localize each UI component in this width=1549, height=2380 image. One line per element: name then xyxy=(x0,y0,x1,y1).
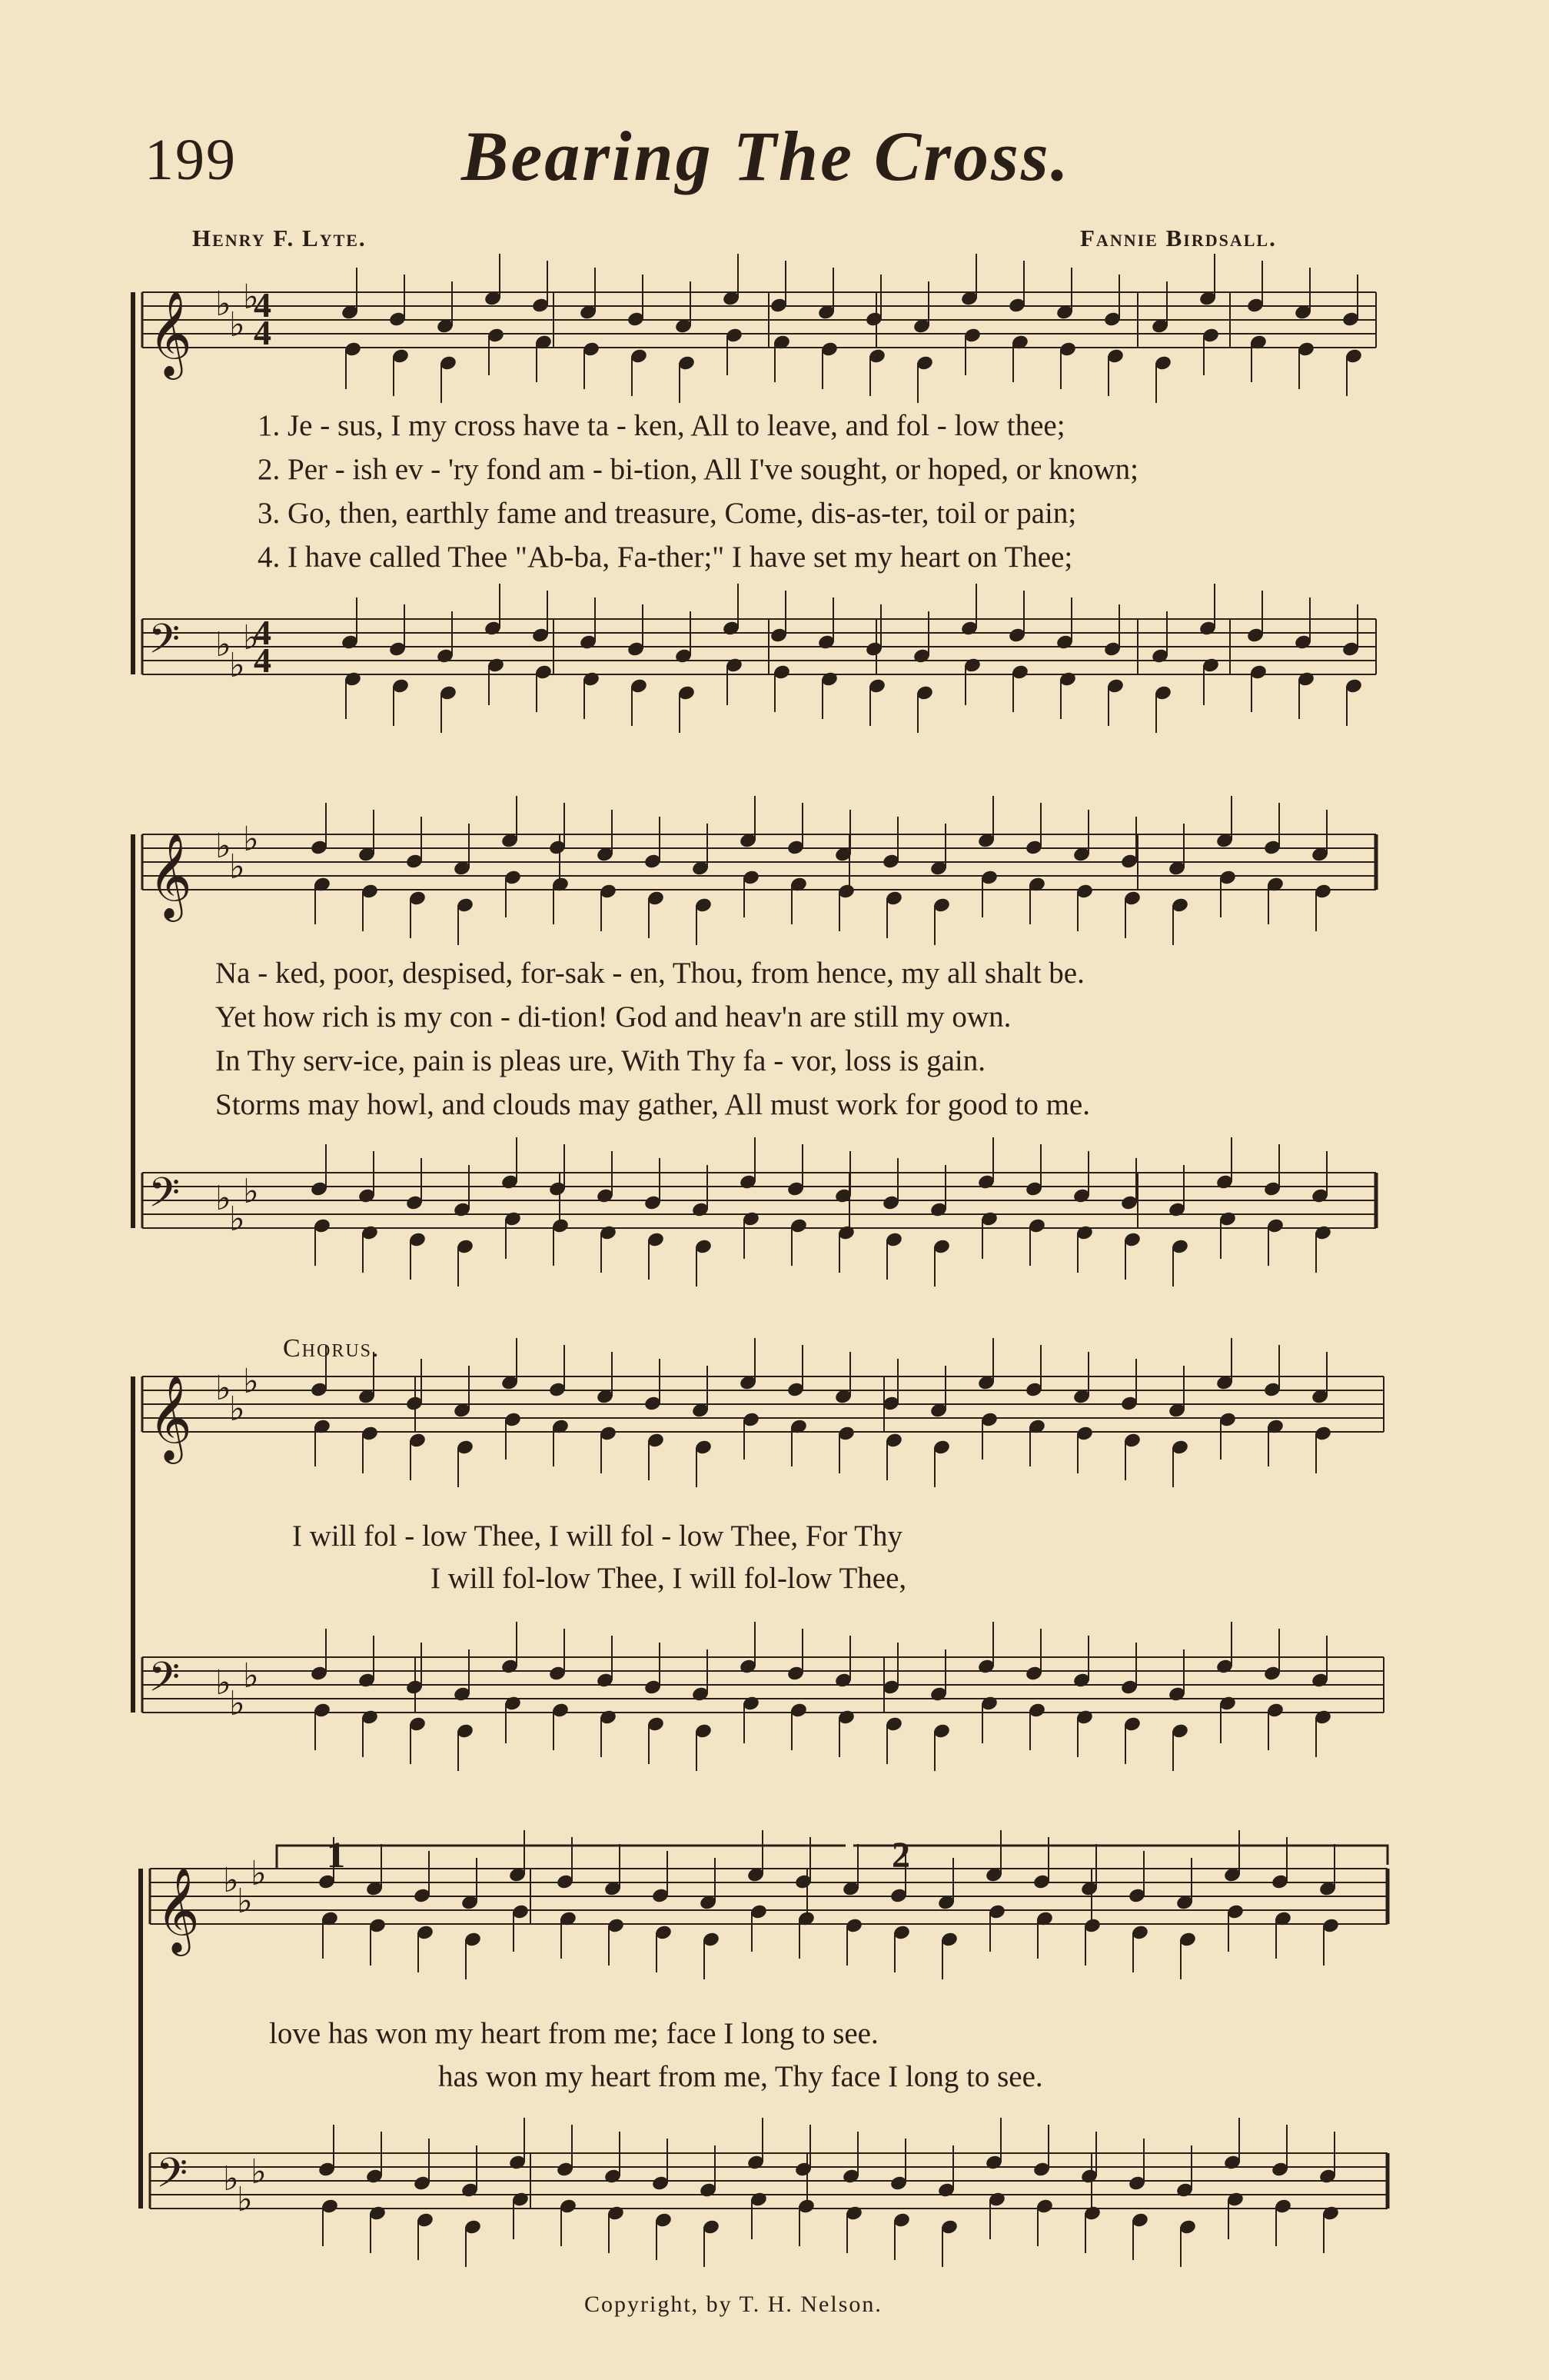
treble-clef-icon: 𝄞 xyxy=(148,290,192,376)
second-ending-bracket xyxy=(853,1846,1388,1865)
treble-clef-icon: 𝄞 xyxy=(156,1866,200,1952)
treble-clef-icon: 𝄞 xyxy=(148,1374,192,1460)
flat-icon: ♭ xyxy=(243,618,259,657)
verse-block-second-half xyxy=(215,951,1090,1127)
verse-3-line: In Thy serv-ice, pain is pleas ure, With Thy fa - vor, loss is gain. xyxy=(215,1044,986,1077)
bass-clef-icon: 𝄢 xyxy=(148,616,181,673)
chorus-echo-line-2: has won my heart from me, Thy face I long to see. xyxy=(438,2060,1043,2093)
flat-icon: ♭ xyxy=(243,1656,259,1696)
verse-4-line: Storms may howl, and clouds may gather, All must work for good to me. xyxy=(215,1088,1090,1121)
flat-icon: ♭ xyxy=(215,1663,231,1703)
verse-1-line: Na - ked, poor, despised, for-sak - en, Thou, from hence, my all shalt be. xyxy=(215,957,1085,990)
flat-icon: ♭ xyxy=(251,2152,267,2192)
verse-2-line: Yet how rich is my con - di-tion! God and heav'n are still my own. xyxy=(215,1000,1012,1034)
first-ending-bracket xyxy=(277,1846,846,1869)
flat-icon: ♭ xyxy=(237,2180,253,2219)
chorus-label: Chorus. xyxy=(283,1334,381,1363)
hymn-title: Bearing The Cross. xyxy=(461,117,1071,195)
bass-clef-icon: 𝄢 xyxy=(148,1170,181,1227)
flat-icon: ♭ xyxy=(215,285,231,324)
flat-icon: ♭ xyxy=(215,625,231,664)
hymn-number: 199 xyxy=(145,128,237,192)
treble-clef-icon: 𝄞 xyxy=(148,832,192,918)
flat-icon: ♭ xyxy=(243,278,259,317)
first-ending-marker: 1 xyxy=(327,1835,345,1876)
time-signature-top: 4 xyxy=(254,285,271,325)
verse-4-line: 4. I have called Thee "Ab-ba, Fa-ther;" I have set my heart on Thee; xyxy=(258,541,1073,574)
verse-1-line: 1. Je - sus, I my cross have ta - ken, All to leave, and fol - low thee; xyxy=(258,409,1065,442)
flat-icon: ♭ xyxy=(243,1172,259,1211)
flat-icon: ♭ xyxy=(215,1369,231,1408)
flat-icon: ♭ xyxy=(229,1200,245,1239)
flat-icon: ♭ xyxy=(215,827,231,866)
chorus-lyric-line-2: love has won my heart from me; face I long to see. xyxy=(269,2017,879,2050)
flat-icon: ♭ xyxy=(237,1882,253,1921)
time-signature-bottom: 4 xyxy=(254,641,271,680)
lyricist-credit: Henry F. Lyte. xyxy=(192,225,367,251)
bass-clef-icon: 𝄢 xyxy=(156,2150,188,2207)
chorus-lyric-line-1: I will fol - low Thee, I will fol - low Thee, For Thy xyxy=(292,1520,902,1553)
flat-icon: ♭ xyxy=(215,1179,231,1218)
flat-icon: ♭ xyxy=(243,820,259,859)
flat-icon: ♭ xyxy=(223,1861,239,1900)
flat-icon: ♭ xyxy=(223,2159,239,2199)
chorus-echo-line-1: I will fol-low Thee, I will fol-low Thee, xyxy=(430,1562,907,1595)
time-signature-top: 4 xyxy=(254,613,271,652)
bass-clef-icon: 𝄢 xyxy=(148,1654,181,1711)
verse-block-first-half xyxy=(258,404,1138,579)
second-ending-marker: 2 xyxy=(892,1835,910,1876)
flat-icon: ♭ xyxy=(229,646,245,685)
flat-icon: ♭ xyxy=(229,1390,245,1429)
flat-icon: ♭ xyxy=(229,847,245,887)
verse-2-line: 2. Per - ish ev - 'ry fond am - bi-tion, All I've sought, or hoped, or known; xyxy=(258,453,1138,486)
time-signature-bottom: 4 xyxy=(254,313,271,352)
flat-icon: ♭ xyxy=(229,1684,245,1723)
flat-icon: ♭ xyxy=(251,1854,267,1893)
flat-icon: ♭ xyxy=(229,305,245,345)
composer-credit: Fannie Birdsall. xyxy=(1080,225,1277,251)
flat-icon: ♭ xyxy=(243,1362,259,1401)
verse-3-line: 3. Go, then, earthly fame and treasure, Come, dis-as-ter, toil or pain; xyxy=(258,497,1077,530)
copyright-notice: Copyright, by T. H. Nelson. xyxy=(584,2292,883,2317)
